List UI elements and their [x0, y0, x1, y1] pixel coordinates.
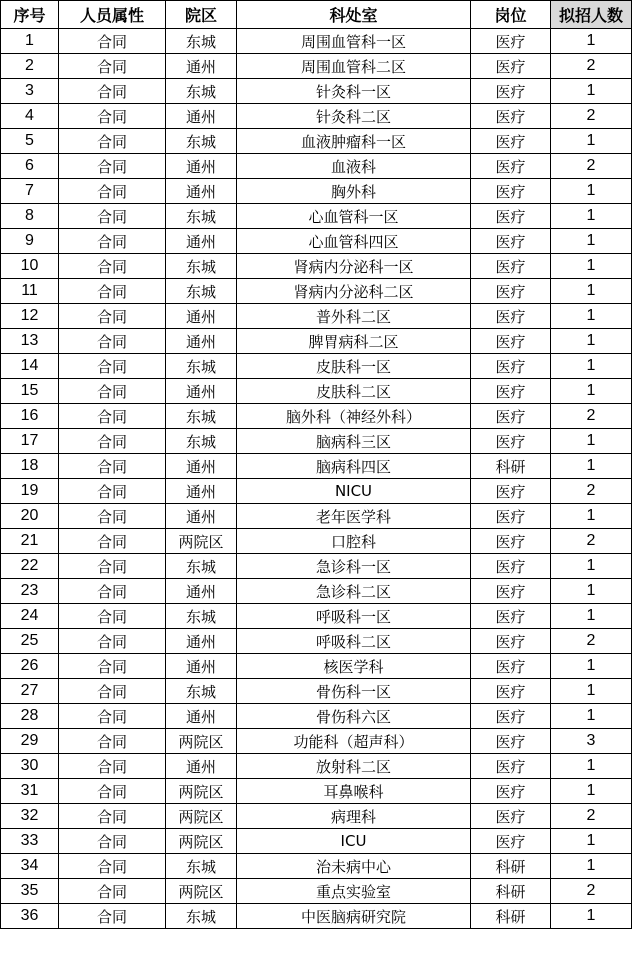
staff-type-cell: 合同: [59, 379, 166, 404]
planned-count-cell: 1: [551, 354, 632, 379]
header-row: [1, 1, 632, 29]
department-cell: ICU: [237, 829, 471, 854]
planned-count-cell: 3: [551, 729, 632, 754]
position-cell: 医疗: [471, 54, 551, 79]
staff-type-cell: 合同: [59, 104, 166, 129]
campus-cell: 东城: [166, 204, 237, 229]
planned-count-cell: 2: [551, 479, 632, 504]
table-row: [1, 379, 632, 404]
staff-type-cell: 合同: [59, 829, 166, 854]
department-cell: 脑外科（神经外科）: [237, 404, 471, 429]
index-cell: 28: [1, 704, 59, 729]
table-row: [1, 329, 632, 354]
staff-type-cell: 合同: [59, 329, 166, 354]
position-cell: 医疗: [471, 579, 551, 604]
planned-count-cell: 1: [551, 129, 632, 154]
position-cell: 医疗: [471, 154, 551, 179]
department-cell: 呼吸科二区: [237, 629, 471, 654]
staff-type-cell: 合同: [59, 779, 166, 804]
staff-type-cell: 合同: [59, 204, 166, 229]
table-row: [1, 29, 632, 54]
header-planned-count: 拟招人数: [551, 1, 632, 29]
position-cell: 医疗: [471, 29, 551, 54]
campus-cell: 通州: [166, 104, 237, 129]
planned-count-cell: 1: [551, 579, 632, 604]
index-cell: 18: [1, 454, 59, 479]
campus-cell: 通州: [166, 654, 237, 679]
table-row: [1, 829, 632, 854]
index-cell: 16: [1, 404, 59, 429]
index-cell: 24: [1, 604, 59, 629]
campus-cell: 东城: [166, 904, 237, 929]
department-cell: 胸外科: [237, 179, 471, 204]
campus-cell: 通州: [166, 629, 237, 654]
campus-cell: 两院区: [166, 729, 237, 754]
campus-cell: 东城: [166, 79, 237, 104]
campus-cell: 东城: [166, 404, 237, 429]
department-cell: 放射科二区: [237, 754, 471, 779]
department-cell: 急诊科二区: [237, 579, 471, 604]
index-cell: 15: [1, 379, 59, 404]
table-row: [1, 879, 632, 904]
index-cell: 1: [1, 29, 59, 54]
department-cell: 骨伤科六区: [237, 704, 471, 729]
department-cell: 心血管科四区: [237, 229, 471, 254]
planned-count-cell: 1: [551, 829, 632, 854]
planned-count-cell: 1: [551, 904, 632, 929]
staff-type-cell: 合同: [59, 279, 166, 304]
planned-count-cell: 2: [551, 529, 632, 554]
department-cell: 肾病内分泌科一区: [237, 254, 471, 279]
staff-type-cell: 合同: [59, 804, 166, 829]
department-cell: 老年医学科: [237, 504, 471, 529]
department-cell: 呼吸科一区: [237, 604, 471, 629]
campus-cell: 两院区: [166, 804, 237, 829]
position-cell: 医疗: [471, 79, 551, 104]
table-row: [1, 704, 632, 729]
staff-type-cell: 合同: [59, 504, 166, 529]
position-cell: 医疗: [471, 479, 551, 504]
department-cell: 针灸科二区: [237, 104, 471, 129]
planned-count-cell: 1: [551, 229, 632, 254]
position-cell: 医疗: [471, 704, 551, 729]
table-row: [1, 804, 632, 829]
table-row: [1, 429, 632, 454]
department-cell: 核医学科: [237, 654, 471, 679]
department-cell: 急诊科一区: [237, 554, 471, 579]
staff-type-cell: 合同: [59, 554, 166, 579]
staff-type-cell: 合同: [59, 904, 166, 929]
staff-type-cell: 合同: [59, 179, 166, 204]
position-cell: 科研: [471, 854, 551, 879]
staff-type-cell: 合同: [59, 154, 166, 179]
table-row: [1, 729, 632, 754]
position-cell: 医疗: [471, 729, 551, 754]
planned-count-cell: 1: [551, 29, 632, 54]
campus-cell: 通州: [166, 379, 237, 404]
campus-cell: 通州: [166, 479, 237, 504]
table-row: [1, 304, 632, 329]
staff-type-cell: 合同: [59, 529, 166, 554]
position-cell: 医疗: [471, 379, 551, 404]
campus-cell: 通州: [166, 229, 237, 254]
position-cell: 医疗: [471, 304, 551, 329]
campus-cell: 东城: [166, 679, 237, 704]
department-cell: 皮肤科二区: [237, 379, 471, 404]
table-row: [1, 54, 632, 79]
table-row: [1, 129, 632, 154]
table-row: [1, 579, 632, 604]
staff-type-cell: 合同: [59, 854, 166, 879]
position-cell: 医疗: [471, 529, 551, 554]
staff-type-cell: 合同: [59, 879, 166, 904]
position-cell: 医疗: [471, 804, 551, 829]
planned-count-cell: 1: [551, 304, 632, 329]
staff-type-cell: 合同: [59, 54, 166, 79]
table-row: [1, 229, 632, 254]
staff-type-cell: 合同: [59, 454, 166, 479]
position-cell: 医疗: [471, 229, 551, 254]
campus-cell: 东城: [166, 554, 237, 579]
index-cell: 21: [1, 529, 59, 554]
planned-count-cell: 2: [551, 879, 632, 904]
planned-count-cell: 2: [551, 104, 632, 129]
table-row: [1, 179, 632, 204]
staff-type-cell: 合同: [59, 754, 166, 779]
campus-cell: 通州: [166, 329, 237, 354]
department-cell: 骨伤科一区: [237, 679, 471, 704]
index-cell: 3: [1, 79, 59, 104]
index-cell: 17: [1, 429, 59, 454]
campus-cell: 通州: [166, 754, 237, 779]
department-cell: 重点实验室: [237, 879, 471, 904]
planned-count-cell: 1: [551, 704, 632, 729]
staff-type-cell: 合同: [59, 604, 166, 629]
table-row: [1, 79, 632, 104]
campus-cell: 两院区: [166, 879, 237, 904]
department-cell: 耳鼻喉科: [237, 779, 471, 804]
position-cell: 医疗: [471, 354, 551, 379]
table-row: [1, 904, 632, 929]
table-row: [1, 854, 632, 879]
index-cell: 14: [1, 354, 59, 379]
campus-cell: 通州: [166, 504, 237, 529]
planned-count-cell: 1: [551, 754, 632, 779]
staff-type-cell: 合同: [59, 579, 166, 604]
planned-count-cell: 1: [551, 454, 632, 479]
position-cell: 医疗: [471, 279, 551, 304]
position-cell: 医疗: [471, 204, 551, 229]
campus-cell: 通州: [166, 154, 237, 179]
department-cell: 中医脑病研究院: [237, 904, 471, 929]
staff-type-cell: 合同: [59, 304, 166, 329]
planned-count-cell: 1: [551, 79, 632, 104]
index-cell: 27: [1, 679, 59, 704]
position-cell: 科研: [471, 454, 551, 479]
position-cell: 医疗: [471, 429, 551, 454]
index-cell: 2: [1, 54, 59, 79]
position-cell: 医疗: [471, 179, 551, 204]
planned-count-cell: 1: [551, 179, 632, 204]
index-cell: 31: [1, 779, 59, 804]
index-cell: 11: [1, 279, 59, 304]
index-cell: 25: [1, 629, 59, 654]
position-cell: 医疗: [471, 604, 551, 629]
campus-cell: 通州: [166, 704, 237, 729]
position-cell: 医疗: [471, 754, 551, 779]
department-cell: 周围血管科二区: [237, 54, 471, 79]
campus-cell: 东城: [166, 854, 237, 879]
campus-cell: 东城: [166, 604, 237, 629]
staff-type-cell: 合同: [59, 429, 166, 454]
campus-cell: 东城: [166, 279, 237, 304]
planned-count-cell: 1: [551, 329, 632, 354]
table-row: [1, 504, 632, 529]
planned-count-cell: 1: [551, 429, 632, 454]
staff-type-cell: 合同: [59, 629, 166, 654]
table-row: [1, 629, 632, 654]
position-cell: 医疗: [471, 654, 551, 679]
campus-cell: 通州: [166, 179, 237, 204]
index-cell: 23: [1, 579, 59, 604]
staff-type-cell: 合同: [59, 29, 166, 54]
department-cell: NICU: [237, 479, 471, 504]
campus-cell: 东城: [166, 29, 237, 54]
index-cell: 12: [1, 304, 59, 329]
planned-count-cell: 1: [551, 854, 632, 879]
index-cell: 6: [1, 154, 59, 179]
position-cell: 科研: [471, 904, 551, 929]
index-cell: 22: [1, 554, 59, 579]
campus-cell: 通州: [166, 579, 237, 604]
table-row: [1, 154, 632, 179]
index-cell: 32: [1, 804, 59, 829]
staff-type-cell: 合同: [59, 229, 166, 254]
planned-count-cell: 2: [551, 154, 632, 179]
planned-count-cell: 1: [551, 654, 632, 679]
staff-type-cell: 合同: [59, 79, 166, 104]
department-cell: 皮肤科一区: [237, 354, 471, 379]
index-cell: 29: [1, 729, 59, 754]
campus-cell: 两院区: [166, 529, 237, 554]
table-row: [1, 779, 632, 804]
department-cell: 病理科: [237, 804, 471, 829]
department-cell: 肾病内分泌科二区: [237, 279, 471, 304]
header-index: 序号: [1, 1, 59, 29]
planned-count-cell: 1: [551, 279, 632, 304]
index-cell: 26: [1, 654, 59, 679]
header-staff-type: 人员属性: [59, 1, 166, 29]
index-cell: 9: [1, 229, 59, 254]
planned-count-cell: 1: [551, 554, 632, 579]
campus-cell: 东城: [166, 254, 237, 279]
department-cell: 脑病科四区: [237, 454, 471, 479]
staff-type-cell: 合同: [59, 354, 166, 379]
index-cell: 8: [1, 204, 59, 229]
planned-count-cell: 1: [551, 504, 632, 529]
index-cell: 7: [1, 179, 59, 204]
table-row: [1, 204, 632, 229]
position-cell: 医疗: [471, 129, 551, 154]
table-body: [1, 29, 632, 929]
index-cell: 20: [1, 504, 59, 529]
index-cell: 10: [1, 254, 59, 279]
position-cell: 医疗: [471, 679, 551, 704]
table-row: [1, 654, 632, 679]
position-cell: 医疗: [471, 779, 551, 804]
campus-cell: 通州: [166, 304, 237, 329]
department-cell: 心血管科一区: [237, 204, 471, 229]
planned-count-cell: 1: [551, 204, 632, 229]
position-cell: 科研: [471, 879, 551, 904]
position-cell: 医疗: [471, 254, 551, 279]
table-row: [1, 754, 632, 779]
campus-cell: 东城: [166, 354, 237, 379]
position-cell: 医疗: [471, 329, 551, 354]
campus-cell: 东城: [166, 129, 237, 154]
table-row: [1, 404, 632, 429]
department-cell: 脾胃病科二区: [237, 329, 471, 354]
table-row: [1, 604, 632, 629]
header-position: 岗位: [471, 1, 551, 29]
planned-count-cell: 2: [551, 404, 632, 429]
planned-count-cell: 1: [551, 379, 632, 404]
planned-count-cell: 2: [551, 629, 632, 654]
planned-count-cell: 2: [551, 54, 632, 79]
staff-type-cell: 合同: [59, 129, 166, 154]
staff-type-cell: 合同: [59, 679, 166, 704]
position-cell: 医疗: [471, 629, 551, 654]
planned-count-cell: 2: [551, 804, 632, 829]
table-row: [1, 529, 632, 554]
staff-type-cell: 合同: [59, 254, 166, 279]
position-cell: 医疗: [471, 104, 551, 129]
index-cell: 5: [1, 129, 59, 154]
index-cell: 30: [1, 754, 59, 779]
campus-cell: 两院区: [166, 779, 237, 804]
index-cell: 35: [1, 879, 59, 904]
staff-type-cell: 合同: [59, 654, 166, 679]
department-cell: 血液肿瘤科一区: [237, 129, 471, 154]
table-row: [1, 279, 632, 304]
planned-count-cell: 1: [551, 679, 632, 704]
table-row: [1, 454, 632, 479]
header-campus: 院区: [166, 1, 237, 29]
index-cell: 34: [1, 854, 59, 879]
staff-type-cell: 合同: [59, 404, 166, 429]
index-cell: 13: [1, 329, 59, 354]
department-cell: 针灸科一区: [237, 79, 471, 104]
campus-cell: 两院区: [166, 829, 237, 854]
table-row: [1, 254, 632, 279]
position-cell: 医疗: [471, 504, 551, 529]
campus-cell: 东城: [166, 429, 237, 454]
index-cell: 33: [1, 829, 59, 854]
planned-count-cell: 1: [551, 779, 632, 804]
staff-type-cell: 合同: [59, 479, 166, 504]
department-cell: 脑病科三区: [237, 429, 471, 454]
department-cell: 治未病中心: [237, 854, 471, 879]
position-cell: 医疗: [471, 554, 551, 579]
planned-count-cell: 1: [551, 254, 632, 279]
table-header: [1, 1, 632, 29]
index-cell: 4: [1, 104, 59, 129]
position-cell: 医疗: [471, 829, 551, 854]
department-cell: 普外科二区: [237, 304, 471, 329]
department-cell: 功能科（超声科）: [237, 729, 471, 754]
department-cell: 血液科: [237, 154, 471, 179]
index-cell: 36: [1, 904, 59, 929]
table-row: [1, 554, 632, 579]
department-cell: 周围血管科一区: [237, 29, 471, 54]
planned-count-cell: 1: [551, 604, 632, 629]
position-cell: 医疗: [471, 404, 551, 429]
campus-cell: 通州: [166, 54, 237, 79]
staff-type-cell: 合同: [59, 729, 166, 754]
index-cell: 19: [1, 479, 59, 504]
table-row: [1, 354, 632, 379]
table-row: [1, 479, 632, 504]
campus-cell: 通州: [166, 454, 237, 479]
table-row: [1, 104, 632, 129]
table-row: [1, 679, 632, 704]
header-department: 科处室: [237, 1, 471, 29]
staff-type-cell: 合同: [59, 704, 166, 729]
department-cell: 口腔科: [237, 529, 471, 554]
